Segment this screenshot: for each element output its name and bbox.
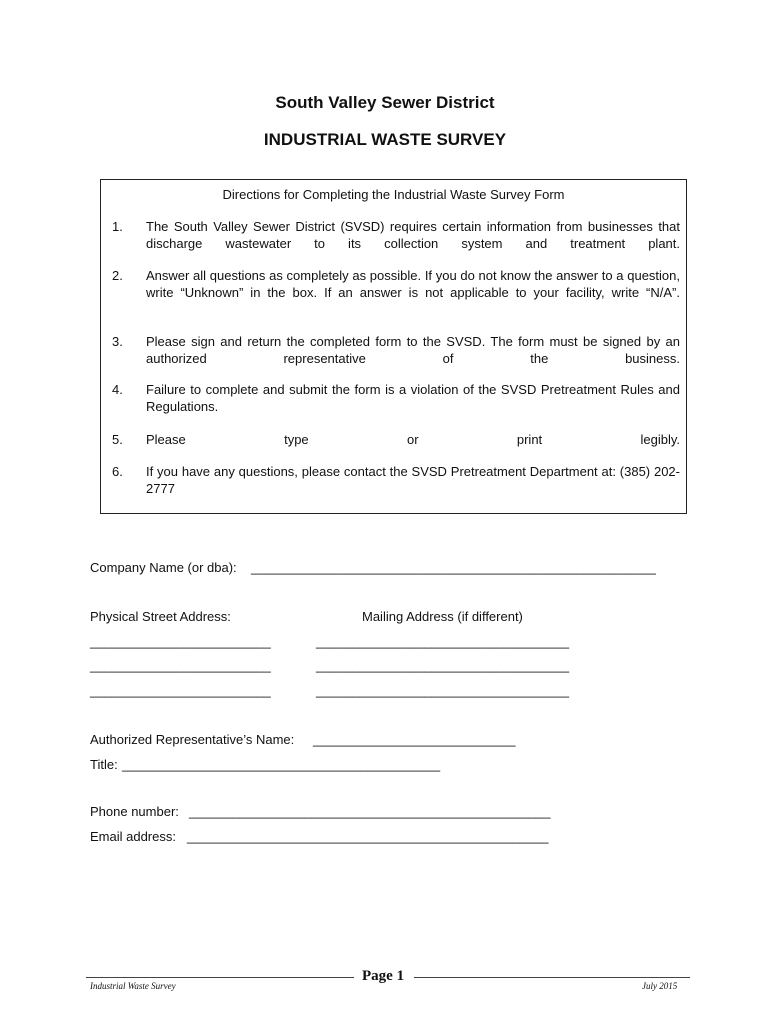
organization-name: South Valley Sewer District [275,93,495,112]
direction-text: Answer all questions as completely as possible. If you do not know the answer to a question, write “Unknown” in the box. If an answer is not applicable to your facility, write “N/A”. [146,268,680,300]
direction-text: Please sign and return the completed form to the SVSD. The form must be signed by an authorized representative of the business. [146,334,680,366]
mailing-address-line-3[interactable]: ___________________________________ [316,683,570,698]
footer-document-name: Industrial Waste Survey [90,981,176,991]
mailing-address-label: Mailing Address (if different) [362,609,523,624]
direction-text: The South Valley Sewer District (SVSD) requires certain information from businesses that discharge wastewater to its collection system and treatment plant. [146,219,680,251]
footer-page-number: Page 1 [362,968,405,984]
footer-rule-left [86,977,354,978]
directions-heading: Directions for Completing the Industrial Waste Survey Form [222,187,565,202]
phone-field[interactable]: __________________________________________________ [189,804,551,819]
email-field[interactable]: __________________________________________________ [187,829,549,844]
physical-address-label: Physical Street Address: [90,609,231,624]
direction-number: 1. [112,219,123,234]
direction-text: Failure to complete and submit the form is a violation of the SVSD Pretreatment Rules and Regulations. [146,382,680,414]
direction-number: 6. [112,464,123,479]
direction-number: 3. [112,334,123,349]
email-label: Email address: [90,829,180,844]
mailing-address-line-1[interactable]: ___________________________________ [316,634,570,649]
physical-address-line-2[interactable]: _________________________ [90,658,271,673]
mailing-address-line-2[interactable]: ___________________________________ [316,658,570,673]
direction-number: 2. [112,268,123,283]
authorized-rep-label: Authorized Representative’s Name: [90,732,298,747]
title-label: Title: [90,757,122,772]
direction-number: 4. [112,382,123,397]
phone-label: Phone number: [90,804,183,819]
authorized-rep-field[interactable]: ____________________________ [313,732,516,747]
direction-text: Please type or print legibly. [146,432,680,447]
footer-rule-right [414,977,690,978]
directions-box [100,179,687,514]
direction-text: If you have any questions, please contact the SVSD Pretreatment Department at: (385) 202-2777 [146,464,680,496]
title-field[interactable]: ____________________________________________ [122,757,441,772]
physical-address-line-1[interactable]: _________________________ [90,634,271,649]
company-name-field[interactable]: ________________________________________________________ [251,560,656,575]
footer-date: July 2015 [642,981,678,991]
company-name-label: Company Name (or dba): [90,560,241,575]
direction-number: 5. [112,432,123,447]
physical-address-line-3[interactable]: _________________________ [90,683,271,698]
form-title: INDUSTRIAL WASTE SURVEY [263,130,507,149]
